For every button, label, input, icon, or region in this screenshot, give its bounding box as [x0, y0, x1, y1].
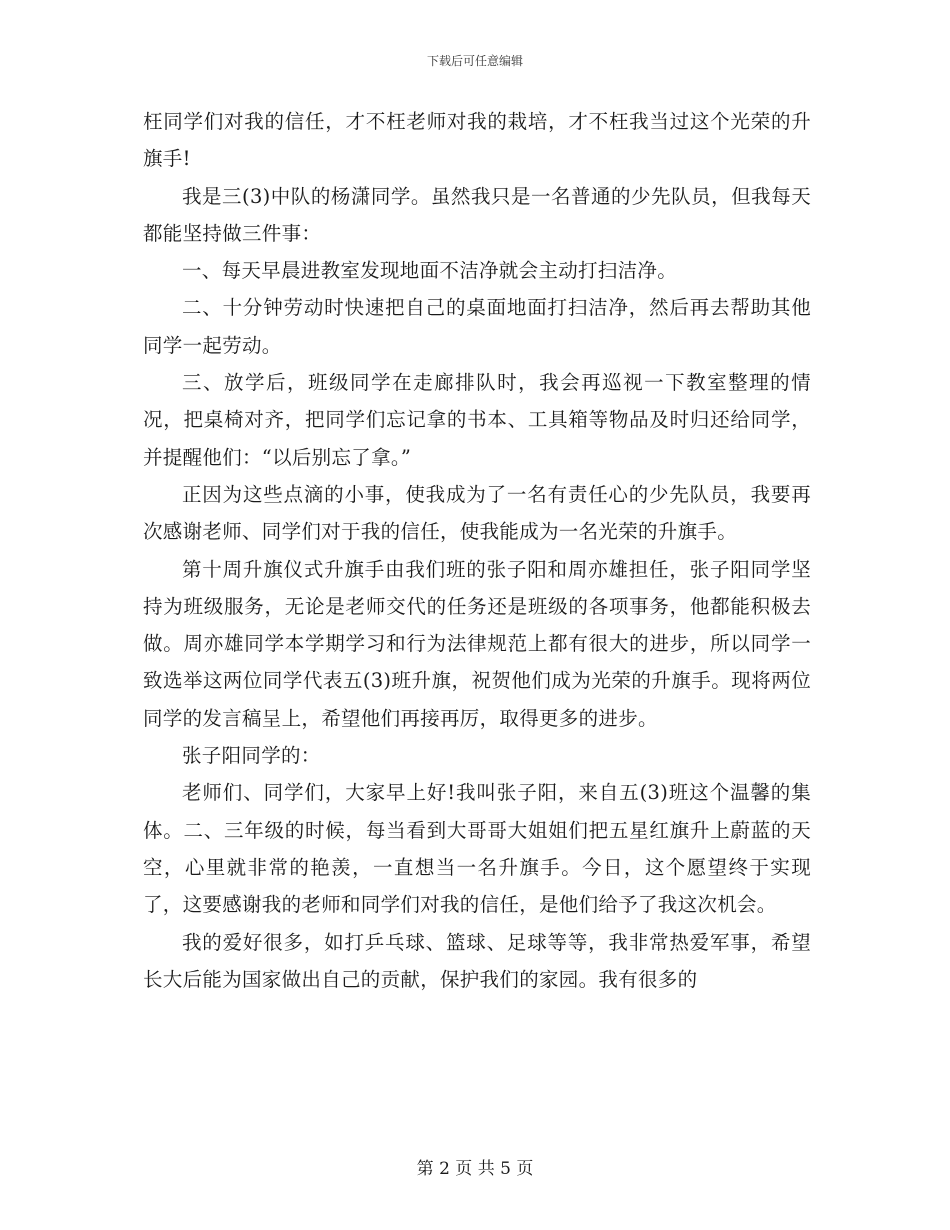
paragraph-2: 我是三(3)中队的杨潇同学。虽然我只是一名普通的少先队员，但我每天都能坚持做三件事： — [143, 184, 811, 245]
page-number-label: 第 2 页 共 5 页 — [416, 1159, 534, 1179]
paragraph-9: 老师们、同学们，大家早上好!我叫张子阳，来自五(3)班这个温馨的集体。二、三年级的时候，每当看到大哥哥大姐姐们把五星红旗升上蔚蓝的天空，心里就非常的艳羡，一直想当一名升旗手。今日，这个愿望终于实现了，这要感谢我的老师和同学们对我的信任，是他们给予了我这次机会。 — [143, 781, 811, 917]
paragraph-3: 一、每天早晨进教室发现地面不洁净就会主动打扫洁净。 — [182, 259, 678, 283]
page-number-footer — [0, 1154, 950, 1179]
page-header-note: 下载后可任意编辑 — [426, 54, 523, 68]
paragraph-10: 我的爱好很多，如打乒乓球、篮球、足球等等，我非常热爱军事，希望长大后能为国家做出自己的贡献，保护我们的家园。我有很多的 — [143, 930, 811, 991]
paragraph-1: 枉同学们对我的信任，才不枉老师对我的栽培，才不枉我当过这个光荣的升旗手! — [143, 110, 811, 171]
paragraph-8: 张子阳同学的： — [182, 744, 321, 768]
paragraph-6: 正因为这些点滴的小事，使我成为了一名有责任心的少先队员，我要再次感谢老师、同学们对于我的信任，使我能成为一名光荣的升旗手。 — [143, 482, 811, 544]
document-body — [143, 103, 811, 998]
paragraph-7: 第十周升旗仪式升旗手由我们班的张子阳和周亦雄担任，张子阳同学坚持为班级服务，无论是老师交代的任务还是班级的各项事务，他都能积极去做。周亦雄同学本学期学习和行为法律规范上都有很大的进步，所以同学一致选举这两位同学代表五(3)班升旗，祝贺他们成为光荣的升旗手。现将两位同学的发言稿呈上，希望他们再接再厉，取得更多的进步。 — [143, 557, 811, 730]
paragraph-5: 三、放学后，班级同学在走廊排队时，我会再巡视一下教室整理的情况，把桌椅对齐，把同学们忘记拿的书本、工具箱等物品及时归还给同学，并提醒他们：“以后别忘了拿。” — [143, 371, 811, 469]
paragraph-4: 二、十分钟劳动时快速把自己的桌面地面打扫洁净，然后再去帮助其他同学一起劳动。 — [143, 296, 811, 357]
